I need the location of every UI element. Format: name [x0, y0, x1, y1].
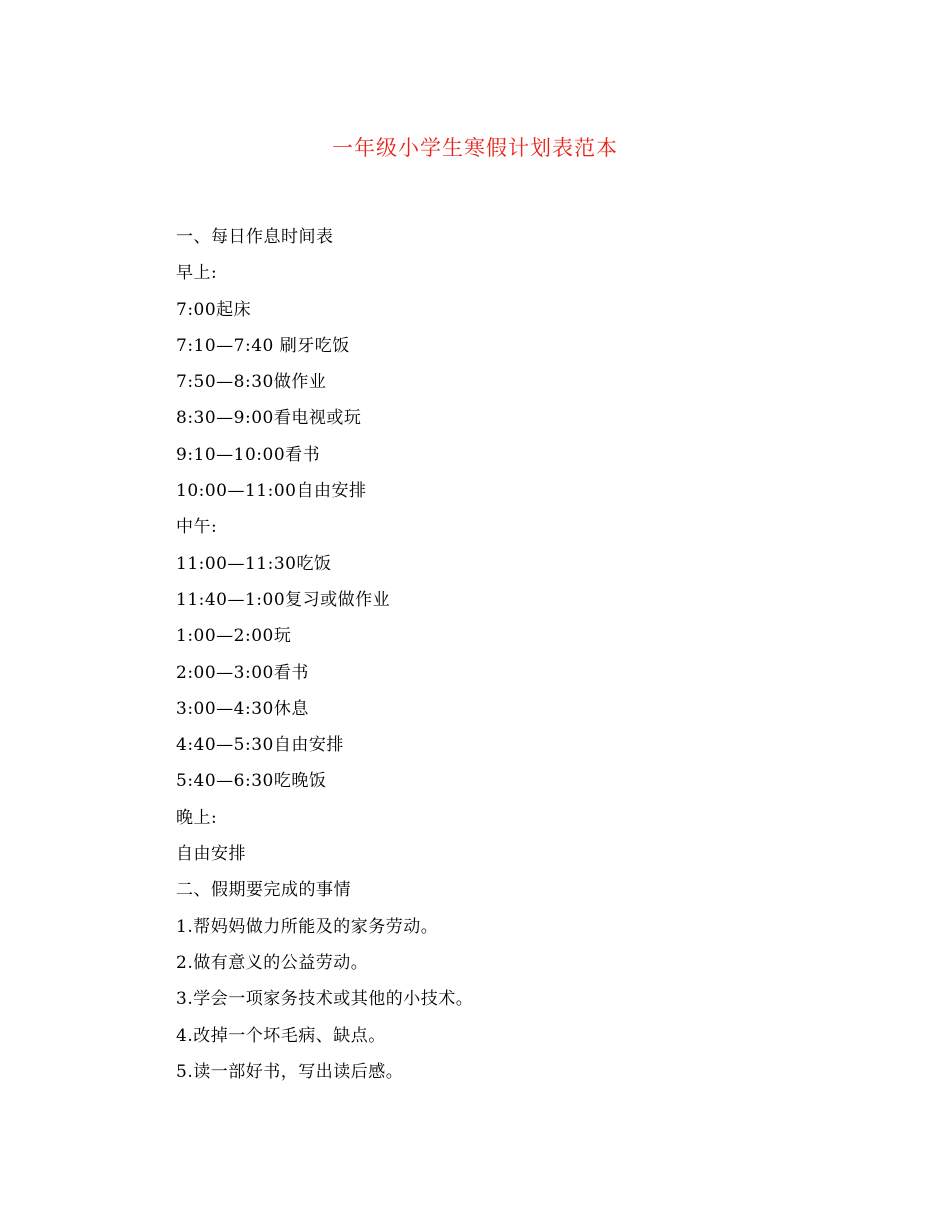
schedule-item: 8:30—9:00看电视或玩	[176, 408, 362, 429]
task-item: 4.改掉一个坏毛病、缺点。	[176, 1025, 386, 1046]
schedule-item: 7:50—8:30做作业	[176, 372, 327, 393]
schedule-item: 4:40—5:30自由安排	[176, 735, 344, 756]
task-item: 1.帮妈妈做力所能及的家务劳动。	[176, 916, 439, 937]
schedule-item: 自由安排	[176, 844, 246, 865]
schedule-item: 9:10—10:00看书	[176, 444, 321, 465]
period-label-evening: 晚上:	[176, 807, 218, 828]
schedule-item: 7:00起床	[176, 299, 252, 320]
document-body	[176, 219, 836, 1090]
schedule-item: 2:00—3:00看书	[176, 662, 309, 683]
section-heading-daily-schedule: 一、每日作息时间表	[176, 227, 334, 247]
schedule-item: 5:40—6:30吃晚饭	[176, 771, 327, 792]
schedule-item: 7:10—7:40 刷牙吃饭	[176, 335, 350, 356]
period-label-morning: 早上:	[176, 263, 218, 284]
schedule-item: 11:00—11:30吃饭	[176, 553, 332, 574]
schedule-item: 10:00—11:00自由安排	[176, 481, 367, 502]
period-label-noon: 中午:	[176, 517, 218, 538]
document-title: 一年级小学生寒假计划表范本	[332, 136, 618, 160]
schedule-item: 3:00—4:30休息	[176, 698, 309, 719]
schedule-item: 1:00—2:00玩	[176, 626, 292, 647]
section-heading-vacation-tasks: 二、假期要完成的事情	[176, 880, 351, 901]
task-item: 5.读一部好书，写出读后感。	[176, 1061, 404, 1082]
schedule-item: 11:40—1:00复习或做作业	[176, 589, 391, 610]
task-item: 2.做有意义的公益劳动。	[176, 952, 369, 973]
task-item: 3.学会一项家务技术或其他的小技术。	[176, 989, 474, 1010]
